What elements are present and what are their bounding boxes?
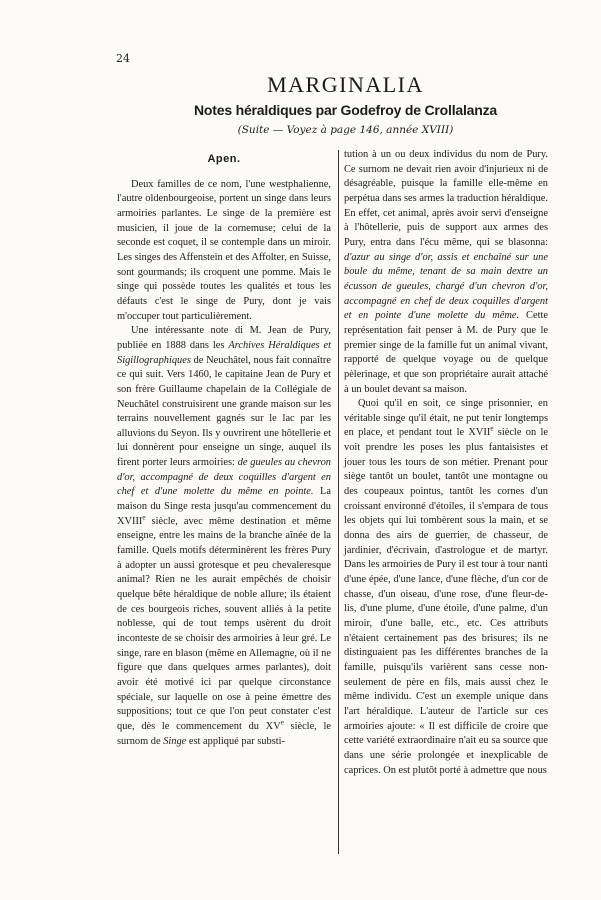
page-subtitle: Notes héraldiques par Godefroy de Crollalanza — [194, 102, 497, 118]
right-paragraph-2 — [344, 397, 548, 778]
italic-run: Singe — [163, 735, 187, 747]
left-paragraph-2 — [117, 324, 331, 749]
right-column — [344, 148, 548, 778]
text-run: de Neuchâtel, nous fait connaître ce qui suit. Vers 1460, le capitaine Jean de Pury et son frère Guillaume chapelain de la Collégiale de Neuchâtel construisirent une grande maison sur les terrains nouvellement gagnés sur le lac par les alluvions du Seyon. Ils y ouvrirent une hôtellerie et lui donnèrent pour enseigne un singe, auquel ils firent porter leurs armoiries: — [117, 354, 331, 469]
text-run: Une intéressante note di M. Jean de Pury, publiée en 1888 dans les — [117, 325, 331, 351]
text-run: Quoi qu'il en soit, ce singe prisonnier, en véritable singe qu'il était, ne put tenir longtemps en place, et pendant tout le XVII — [344, 398, 548, 439]
italic-run: d'azur au singe d'or, assis et enchaîné sur une boule du même, tenant de sa main dextre un écusson de gueules, chargé d'un chevron d'or, accompagné en chef de deux coquilles d'argent et en pointe d'une molette du même. — [344, 251, 548, 322]
page-title: MARGINALIA — [267, 72, 424, 97]
column-divider — [338, 150, 339, 854]
text-run: siècle, le surnom de — [117, 720, 331, 747]
left-column — [117, 148, 331, 749]
text-run: siècle on le voit prendre les poses les plus fantaisistes et jouer tous les tours de son métier. Prenant pour siège tantôt un boulet, tantôt une montagne ou des coupeaux pointus, tantôt les cornes d'un croissant environné d'étoiles, il s'empara de tous les objets qui lui tombèrent sous la main, et se donna des airs de guerrier, de chasseur, de jardinier, d'écrivain, d'astrologue et de martyr. Dans les armoiries de Pury il est tour à tour nanti d'une épée, d'une lance, d'une flèche, d'un cor de chasse, d'un oiseau, d'une rose, d'une fleur-de-lis, d'une plume, d'une étoile, d'une palme, d'un miroir, d'une balle, etc., etc. Ces attributs n'étaient certainement pas des brisures; ils ne distinguaient pas les différentes branches de la famille, puisqu'ils varièrent sans cesse non-seulement de père en fils, mais aussi chez le même individu. C'est un exemple unique dans l'art héraldique. L'auteur de l'article sur ces armoiries ajoute: « Il est difficile de croire que cette variété extraordinaire n'ait eu sa source que dans une série prolongée et inexplicable de caprices. On est plutôt porté à admettre que nous — [344, 427, 548, 776]
text-run: La maison du Singe resta jusqu'au commencement du XVIII — [117, 486, 331, 527]
left-paragraph-1: Deux familles de ce nom, l'une westphalienne, l'autre oldenbourgeoise, portent un singe dans leurs armoiries parlantes. Le singe de la première est musicien, il joue de la cornemuse; celui de la seconde est coquet, il se contemple dans un miroir. Les singes des Affenstein et des Affolter, en Suisse, sont gourmands; ils croquent une pomme. Mais le singe qui possède toutes les qualités et tous les défauts c'est le singe de Pury, dont je vais m'occuper tout particulièrement. — [117, 178, 331, 322]
section-heading: Apen. — [207, 153, 241, 165]
italic-run: Archives Héraldiques et Sigillographiques — [117, 339, 332, 366]
superscript: e — [142, 513, 146, 522]
text-run: siècle, avec même destination et même enseigne, entre les mains de la branche aînée de la famille. Quels motifs déterminèrent les frères Pury à adopter un aussi grotesque et peu chevaleresque animal? Rien ne les aurait empêchés de choisir quelque bête héraldique de noble allure; ils étaient de ces bourgeois riches, souvent alliés à la petite noblesse, qui de tout temps usèrent du droit inconteste de se choisir des armoiries à leur gré. Le singe, rare en blason (même en Allemagne, où il ne figure que dans quelques armes parlantes), doit avoir été motivé ici par quelque circonstance spéciale, sur laquelle on ose à peine émettre des suppositions; tout ce que l'on peut constater c'est que, dès le commencement du XV — [117, 515, 331, 732]
right-paragraph-1 — [344, 148, 548, 397]
text-run: Cette représentation fait penser à M. de Pury que le premier singe de la famille fut un animal vivant, rapporté de quelque voyage ou de quelque pèlerinage, et que son propriétaire aurait attaché à un boulet devant sa maison. — [344, 310, 548, 395]
superscript: e — [490, 425, 494, 433]
subtitle-note: (Suite — Voyez à page 146, année XVIII) — [237, 124, 454, 136]
page-number: 24 — [116, 52, 130, 65]
text-run: tution à un ou deux individus du nom de Pury. Ce surnom ne devait rien avoir d'injurieux ni de désagréable, puisque la famille elle-même en perpétua dans ses armes la traduction héraldique. En effet, cet animal, après avoir servi d'enseigne à l'hôtellerie, puis de support aux armes des Pury, entra dans l'écu même, qui se blasonna: — [344, 149, 548, 248]
superscript: e — [280, 718, 284, 727]
text-run: est appliqué par substi- — [186, 735, 285, 747]
italic-run: de gueules au chevron d'or, accompagné de deux coquilles d'argent en chef et d'une molette du même en pointe. — [117, 457, 331, 498]
